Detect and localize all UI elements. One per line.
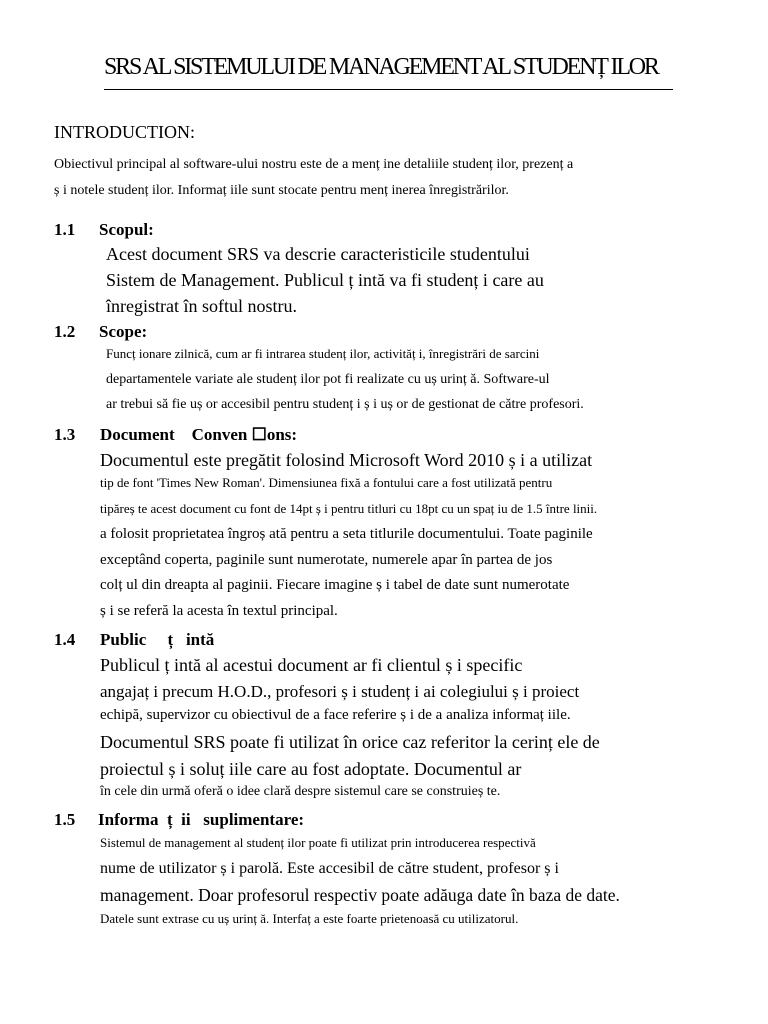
section-line: Datele sunt extrase cu uș urinț ă. Interfaț a este foarte prietenoasă cu utilizatorul. — [100, 911, 519, 926]
section-line: Documentul SRS poate fi utilizat în orice caz referitor la cerinț ele de — [100, 732, 600, 752]
document-title: SRS AL SISTEMULUI DE MANAGEMENT AL STUDENȚ ILOR — [104, 54, 658, 80]
section-line: Publicul ț intă al acestui document ar fi clientul ș i specific — [100, 655, 523, 675]
section-title-public-tinta: Public ț intă — [100, 630, 215, 649]
section-title-scope: Scope: — [99, 322, 148, 341]
section-line: nume de utilizator ș i parolă. Este accesibil de către student, profesor ș i — [100, 860, 559, 877]
title-underline — [104, 89, 673, 90]
intro-heading: INTRODUCTION: — [54, 122, 195, 142]
section-line: exceptând coperta, paginile sunt numerotate, numerele apar în partea de jos — [100, 552, 553, 568]
section-line: ar trebui să fie uș or accesibil pentru studenț i ș i uș or de gestionat de către profesori. — [106, 397, 584, 412]
section-line: ș i se referă la acesta în textul principal. — [100, 603, 338, 619]
section-number-1-3: 1.3 — [54, 425, 76, 444]
section-line: tipăreș te acest document cu font de 14pt ș i pentru titluri cu 18pt cu un spaț iu de 1.5 între linii. — [100, 501, 598, 516]
section-line: colț ul din dreapta al paginii. Fiecare imagine ș i tabel de date sunt numerotate — [100, 577, 570, 593]
intro-line: ș i notele studenț ilor. Informaț iile sunt stocate pentru menț inerea înregistrărilor. — [54, 183, 509, 198]
section-number-1-1: 1.1 — [54, 220, 76, 239]
section-line: Sistemul de management al studenț ilor poate fi utilizat prin introducerea respectivă — [100, 835, 536, 850]
section-line: Sistem de Management. Publicul ț intă va fi studenț i care au — [106, 270, 544, 290]
intro-line: Obiectivul principal al software-ului nostru este de a menț ine detaliile studenț ilor, prezenț a — [54, 157, 574, 172]
section-number-1-5: 1.5 — [54, 810, 76, 829]
section-line: înregistrat în softul nostru. — [106, 296, 297, 316]
section-line: echipă, supervizor cu obiectivul de a face referire ș i de a analiza informaț iile. — [100, 707, 571, 723]
section-line: în cele din urmă oferă o idee clară despre sistemul care se construieș te. — [100, 784, 501, 799]
section-line: proiectul ș i soluț iile care au fost adoptate. Documentul ar — [100, 759, 522, 779]
section-line: angajaț i precum H.O.D., profesori ș i studenț i ai colegiului ș i proiect — [100, 682, 580, 701]
section-line: Acest document SRS va descrie caracteristicile studentului — [106, 244, 530, 264]
section-title-document-conventions: Document Conven ☐ons: — [100, 425, 298, 444]
section-line: departamentele variate ale studenț ilor pot fi realizate cu uș urinț ă. Software-ul — [106, 372, 550, 387]
section-line: tip de font 'Times New Roman'. Dimensiunea fixă a fontului care a fost utilizată pentru — [100, 475, 553, 490]
section-line: a folosit proprietatea îngroș ată pentru a seta titlurile documentului. Toate paginile — [100, 526, 593, 542]
section-number-1-4: 1.4 — [54, 630, 76, 649]
section-line: Funcț ionare zilnică, cum ar fi intrarea studenț ilor, activităț i, înregistrări de sarcini — [106, 346, 540, 361]
section-line: management. Doar profesorul respectiv poate adăuga date în baza de date. — [100, 885, 620, 905]
section-line: Documentul este pregătit folosind Microsoft Word 2010 ș i a utilizat — [100, 450, 593, 470]
section-title-informatii-suplimentare: Informa ț ii suplimentare: — [98, 810, 305, 829]
section-number-1-2: 1.2 — [54, 322, 76, 341]
section-title-scopul: Scopul: — [99, 220, 154, 239]
